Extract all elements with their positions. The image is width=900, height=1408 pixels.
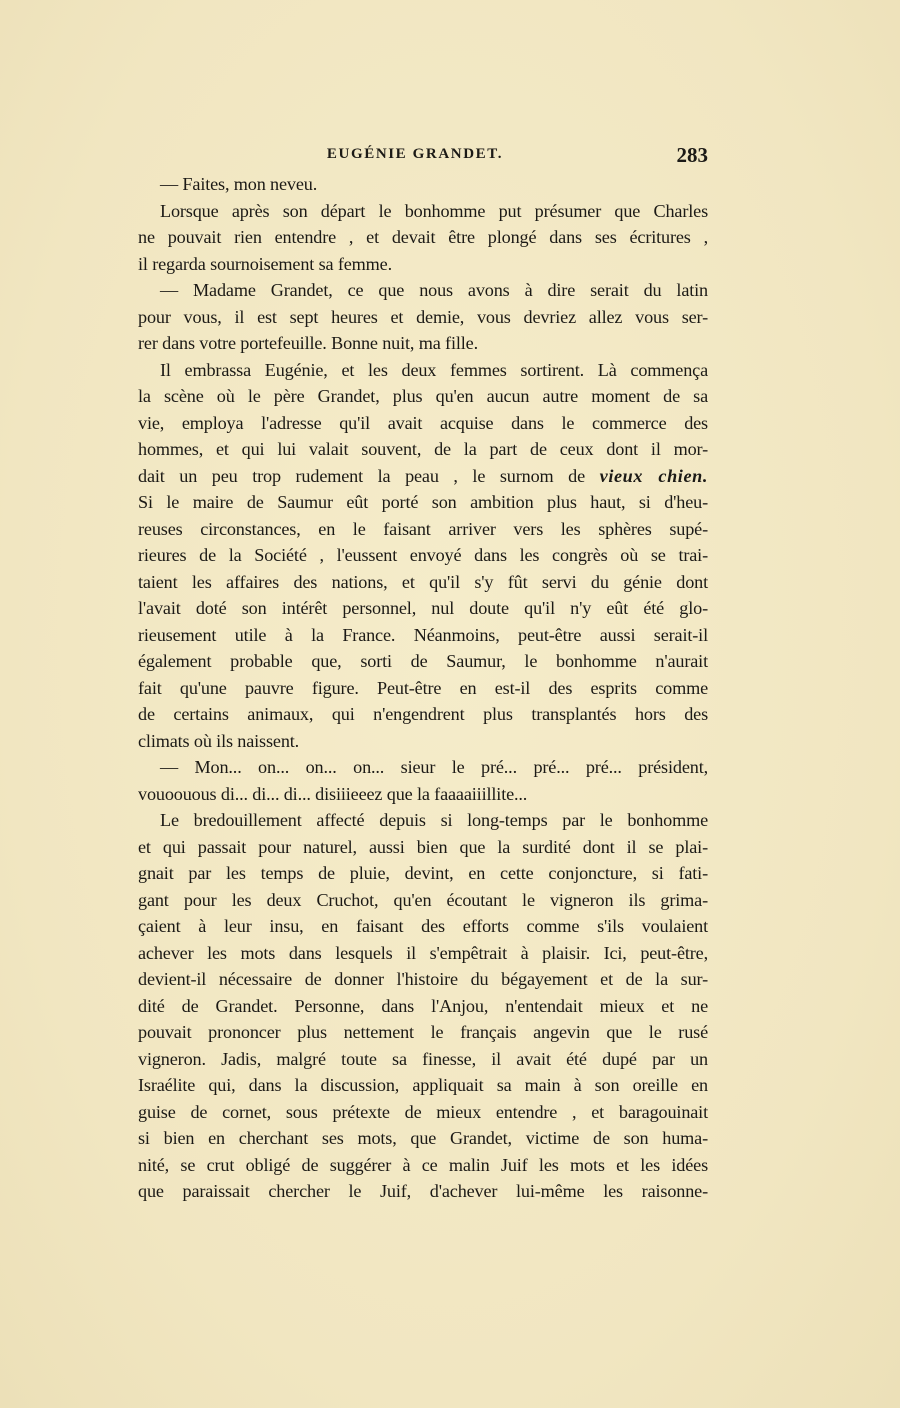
text-line — [138, 251, 708, 278]
text-line — [138, 463, 708, 490]
text-line — [138, 516, 708, 543]
text-line — [138, 834, 708, 861]
line-text: si bien en cherchant ses mots, que Grandet, victime de son huma- — [138, 1128, 708, 1148]
line-text: pouvait prononcer plus nettement le français angevin que le rusé — [138, 1022, 708, 1042]
text-line — [138, 754, 708, 781]
line-text: reuses circonstances, en le faisant arriver vers les sphères supé- — [138, 518, 708, 539]
line-text: vie, employa l'adresse qu'il avait acquise dans le commerce des — [138, 412, 708, 433]
line-text: il regarda sournoisement sa femme. — [138, 253, 392, 274]
line-text: Lorsque après son départ le bonhomme put présumer que Charles — [160, 200, 708, 221]
text-line — [138, 887, 708, 914]
text-line — [138, 304, 708, 331]
text-line — [138, 1099, 708, 1126]
text-line — [138, 728, 708, 755]
body-text — [138, 171, 708, 1205]
text-line — [138, 357, 708, 384]
line-text: taient les affaires des nations, et qu'il s'y fût servi du génie dont — [138, 571, 708, 592]
line-text: guise de cornet, sous prétexte de mieux entendre , et baragouinait — [138, 1101, 708, 1122]
text-line — [138, 330, 708, 357]
line-text: de certains animaux, qui n'engendrent plus transplantés hors des — [138, 704, 708, 724]
line-text: Il embrassa Eugénie, et les deux femmes sortirent. Là commença — [160, 359, 708, 380]
page-number: 283 — [676, 143, 708, 167]
line-text: Si le maire de Saumur eût porté son ambition plus haut, si d'heu- — [138, 492, 708, 512]
line-text: gant pour les deux Cruchot, qu'en écoutant le vigneron ils grima- — [138, 889, 708, 910]
line-text: fait qu'une pauvre figure. Peut-être en est-il des esprits comme — [138, 677, 708, 698]
text-line — [138, 383, 708, 410]
text-line — [138, 701, 708, 728]
line-text: la scène où le père Grandet, plus qu'en aucun autre moment de sa — [138, 386, 708, 406]
line-text: dait un peu trop rudement la peau , le surnom de — [138, 465, 586, 486]
line-text: que paraissait chercher le Juif, d'achever lui-même les raisonne- — [138, 1181, 708, 1201]
line-text: et qui passait pour naturel, aussi bien que la surdité dont il se plai- — [138, 836, 708, 857]
text-line — [138, 860, 708, 887]
text-line — [138, 1178, 708, 1205]
text-line — [138, 171, 708, 198]
line-text: Le bredouillement affecté depuis si long-temps par le bonhomme — [160, 810, 708, 830]
line-text: achever les mots dans lesquels il s'empêtrait à plaisir. Ici, peut-être, — [138, 942, 708, 963]
text-line — [138, 940, 708, 967]
line-text: Israélite qui, dans la discussion, appliquait sa main à son oreille en — [138, 1075, 708, 1095]
text-line — [138, 277, 708, 304]
text-line — [138, 781, 708, 808]
line-text: çaient à leur insu, en faisant des efforts comme s'ils voulaient — [138, 916, 708, 936]
line-text: rieusement utile à la France. Néanmoins, peut-être aussi serait-il — [138, 624, 708, 645]
line-text: rieures de la Société , l'eussent envoyé dans les congrès où se trai- — [138, 545, 708, 565]
line-text: également probable que, sorti de Saumur, le bonhomme n'aurait — [138, 651, 708, 671]
text-line — [138, 1072, 708, 1099]
text-line — [138, 622, 708, 649]
italic-phrase: vieux chien. — [599, 465, 708, 486]
line-text: gnait par les temps de pluie, devint, en cette conjoncture, si fati- — [138, 863, 708, 883]
line-text: vigneron. Jadis, malgré toute sa finesse, il avait été dupé par un — [138, 1048, 708, 1069]
text-line — [138, 966, 708, 993]
line-text: — Madame Grandet, ce que nous avons à dire serait du latin — [160, 280, 708, 300]
line-text: nité, se crut obligé de suggérer à ce malin Juif les mots et les idées — [138, 1154, 708, 1175]
text-line — [138, 224, 708, 251]
text-line — [138, 569, 708, 596]
line-text: dité de Grandet. Personne, dans l'Anjou, n'entendait mieux et ne — [138, 995, 708, 1016]
running-title: EUGÉNIE GRANDET. — [326, 146, 504, 162]
text-line — [138, 648, 708, 675]
line-text: pour vous, il est sept heures et demie, vous devriez allez vous ser- — [138, 306, 708, 327]
text-line — [138, 1125, 708, 1152]
text-line — [138, 993, 708, 1020]
line-text: l'avait doté son intérêt personnel, nul doute qu'il n'y eût été glo- — [138, 598, 708, 618]
text-line — [138, 913, 708, 940]
text-line — [138, 489, 708, 516]
text-line — [138, 542, 708, 569]
text-line — [138, 1046, 708, 1073]
line-text: — Faites, mon neveu. — [160, 174, 318, 194]
line-text: — Mon... on... on... on... sieur le pré... pré... pré... président, — [160, 757, 708, 777]
text-line — [138, 1152, 708, 1179]
line-text: hommes, et qui lui valait souvent, de la part de ceux dont il mor- — [138, 439, 708, 459]
line-text: ne pouvait rien entendre , et devait être plongé dans ses écritures , — [138, 227, 708, 247]
line-text: vouoouous di... di... di... disiiieeez que la faaaaiiillite... — [138, 783, 528, 804]
text-line — [138, 198, 708, 225]
line-text: devient-il nécessaire de donner l'histoire du bégayement et de la sur- — [138, 969, 708, 989]
text-line — [138, 1019, 708, 1046]
line-text: rer dans votre portefeuille. Bonne nuit, ma fille. — [138, 333, 478, 353]
text-line — [138, 436, 708, 463]
text-line — [138, 595, 708, 622]
text-line — [138, 675, 708, 702]
text-line — [138, 410, 708, 437]
text-line — [138, 807, 708, 834]
line-text: climats où ils naissent. — [138, 730, 300, 751]
